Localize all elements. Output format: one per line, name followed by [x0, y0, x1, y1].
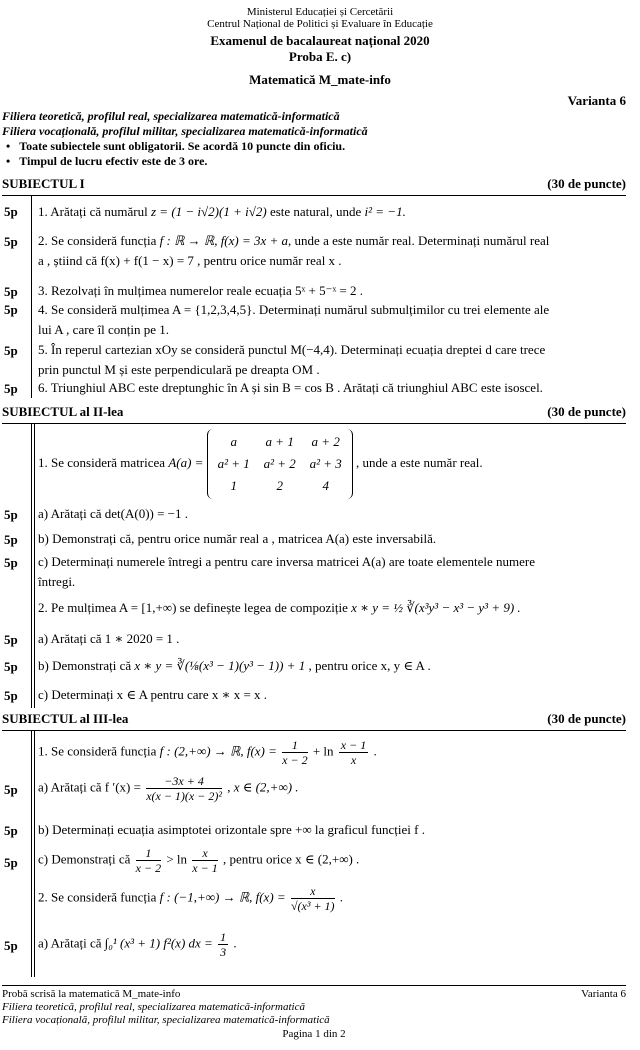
center-line: Centrul Național de Politici și Evaluare în Educație: [207, 18, 433, 30]
section-3-rule: [2, 730, 626, 731]
section-1-header: [2, 176, 626, 192]
bullet-1: • Toate subiectele sunt obligatorii. Se acordă 10 puncte din oficiu.: [6, 139, 346, 153]
section-1-points: (30 de puncte): [547, 176, 626, 191]
matrix-A: a a + 1 a + 2 a² + 1 a² + 2 a² + 3 1 2 4: [207, 429, 353, 499]
s3-2a: a) Arătați că ∫₀¹ (x³ + 1) f²(x) dx = $\frac{1}{3}$ .: [38, 930, 237, 959]
points-q1: 5p: [4, 204, 18, 219]
section-3-margin-left: [31, 731, 32, 977]
points-s3-2a: 5p: [4, 938, 18, 953]
points-q3: 5p: [4, 284, 18, 299]
bullet-2: • Timpul de lucru efectiv este de 3 ore.: [6, 154, 208, 168]
points-s2-2a: 5p: [4, 632, 18, 647]
section-3-title: SUBIECTUL al III-lea: [2, 711, 129, 726]
footer-line-3: Filiera vocațională, profilul militar, specializarea matematică-informatică: [2, 1014, 330, 1026]
points-q6: 5p: [4, 381, 18, 396]
page-number: Pagina 1 din 2: [282, 1028, 346, 1040]
variant-label: Varianta 6: [567, 93, 626, 108]
points-s2-2c: 5p: [4, 688, 18, 703]
points-q4: 5p: [4, 302, 18, 317]
section-2-margin-right: [34, 424, 35, 708]
footer-rule: [2, 985, 626, 986]
s2-question-1: 1. Se consideră matricea A(a) = a a + 1 a + 2 a² + 1 a² + 2 a² + 3 1 2 4 , unde a este număr real.: [38, 429, 626, 499]
section-3-points: (30 de puncte): [547, 711, 626, 726]
s3-question-2: 2. Se consideră funcția f : (−1,+∞) → ℝ, f(x) = $\frac{x}{\text{√(x³ + 1)}}$ .: [38, 884, 344, 913]
s2-question-2: 2. Pe mulțimea A = [1,+∞) se definește legea de compoziție x ∗ y = ½ ∛(x³y³ − x³ − y³ + 9) .: [38, 600, 521, 615]
points-s3-1a: 5p: [4, 782, 18, 797]
section-2-rule: [2, 423, 626, 424]
s2-2a: a) Arătați că 1 ∗ 2020 = 1 .: [38, 631, 180, 646]
proba-title: Proba E. c): [288, 49, 352, 64]
filiera-1: Filiera teoretică, profilul real, specializarea matematică-informatică: [2, 109, 340, 123]
footer-line-1: Probă scrisă la matematică M_mate-info Varianta 6: [2, 988, 626, 1000]
section-1-rule: [2, 195, 626, 196]
section-2-title: SUBIECTUL al II-lea: [2, 404, 124, 419]
section-2-margin-left: [31, 424, 32, 708]
s2-2b: b) Demonstrați că x ∗ y = ∛(⅛(x³ − 1)(y³ − 1)) + 1 , pentru orice x, y ∈ A .: [38, 658, 431, 673]
filiera-2: Filiera vocațională, profilul militar, specializarea matematică-informatică: [2, 124, 368, 138]
section-3-header: [2, 711, 626, 727]
s1-question-2: 2. Se consideră funcția f : ℝ → ℝ, f(x) = 3x + a, unde a este număr real. Determinați numărul real a , știind că f(x) + f(1 − x) = 7 , pentru orice număr real x .: [38, 233, 550, 268]
points-s2-1a: 5p: [4, 507, 18, 522]
section-3-margin-right: [34, 731, 35, 977]
points-s3-1b: 5p: [4, 823, 18, 838]
s1-question-1: 1. Arătați că numărul z = (1 − i√2)(1 + i√2) este natural, unde i² = −1.: [38, 204, 406, 219]
s3-1b: b) Determinați ecuația asimptotei orizontale spre +∞ la graficul funcției f .: [38, 822, 425, 837]
s2-1a: a) Arătați că det(A(0)) = −1 .: [38, 506, 189, 521]
section-2-points: (30 de puncte): [547, 404, 626, 419]
section-1-margin: [31, 196, 32, 398]
ministry-line: Ministerul Educației și Cercetării: [246, 6, 394, 18]
points-s2-1c: 5p: [4, 555, 18, 570]
s1-question-4: 4. Se consideră mulțimea A = {1,2,3,4,5}. Determinați numărul submulțimilor cu trei elemente ale lui A , care îl conțin pe 1.: [38, 302, 550, 337]
points-q2: 5p: [4, 234, 18, 249]
s1-question-3: 3. Rezolvați în mulțimea numerelor reale ecuația 5ˣ + 5⁻ˣ = 2 .: [38, 283, 364, 298]
s2-1c: c) Determinați numerele întregi a pentru care inversa matricei A(a) are toate elementele numere întregi.: [38, 554, 535, 589]
points-s3-1c: 5p: [4, 855, 18, 870]
s1-question-6: 6. Triunghiul ABC este dreptunghic în A și sin B = cos B . Arătați că triunghiul ABC este isoscel.: [38, 380, 543, 395]
points-s2-2b: 5p: [4, 659, 18, 674]
s3-question-1: 1. Se consideră funcția f : (2,+∞) → ℝ, f(x) = $\frac{1}{x - 2}$ + ln $\frac{x - 1}{x}$ .: [38, 738, 377, 767]
subject-title: Matematică M_mate-info: [249, 72, 391, 87]
points-q5: 5p: [4, 343, 18, 358]
section-2-header: [2, 404, 626, 420]
points-s2-1b: 5p: [4, 532, 18, 547]
s3-1a: a) Arătați că f ′(x) = $\frac{-3x + 4}{\text{x(x − 1)(x − 2)²}}$ , x ∈ (2,+∞) .: [38, 774, 299, 803]
s3-1c: c) Demonstrați că $\frac{1}{x - 2}$ > ln $\frac{x}{x - 1}$ , pentru orice x ∈ (2,+∞) .: [38, 846, 360, 875]
s2-2c: c) Determinați x ∈ A pentru care x ∗ x = x .: [38, 687, 268, 702]
exam-title: Examenul de bacalaureat național 2020: [210, 33, 430, 48]
section-1-title: SUBIECTUL I: [2, 176, 85, 191]
s2-1b: b) Demonstrați că, pentru orice număr real a , matricea A(a) este inversabilă.: [38, 531, 437, 546]
footer-line-2: Filiera teoretică, profilul real, specializarea matematică-informatică: [2, 1001, 305, 1013]
s1-question-5: 5. În reperul cartezian xOy se consideră punctul M(−4,4). Determinați ecuația dreptei d care trece prin punctul M și este perpendiculară pe dreapta OM .: [38, 342, 546, 377]
